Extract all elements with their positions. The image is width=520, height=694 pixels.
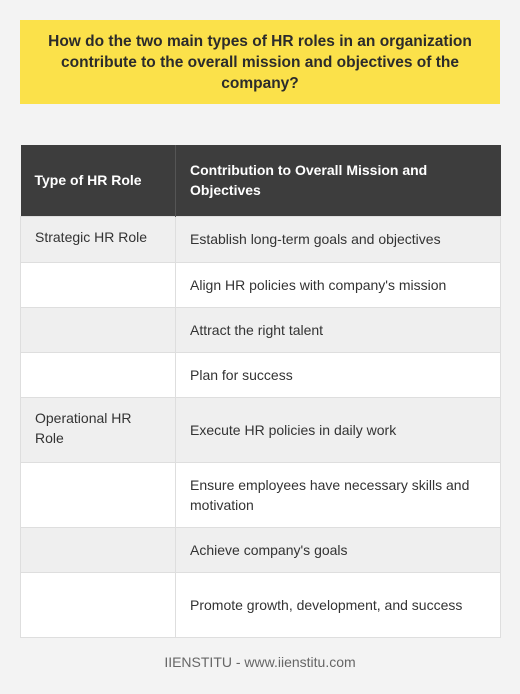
hr-roles-table bbox=[20, 145, 501, 638]
contribution-cell: Align HR policies with company's mission bbox=[176, 262, 501, 307]
question-banner bbox=[20, 20, 500, 104]
question-text: How do the two main types of HR roles in an organization contribute to the overall mission and objectives of the company? bbox=[48, 32, 472, 92]
table-header-row bbox=[21, 145, 501, 216]
header-role-type: Type of HR Role bbox=[21, 145, 176, 216]
role-cell bbox=[21, 307, 176, 352]
contribution-cell: Ensure employees have necessary skills and motivation bbox=[176, 462, 501, 527]
role-cell bbox=[21, 462, 176, 527]
contribution-cell: Execute HR policies in daily work bbox=[176, 397, 501, 462]
role-cell: Strategic HR Role bbox=[21, 216, 176, 262]
contribution-cell: Attract the right talent bbox=[176, 307, 501, 352]
table-row bbox=[21, 262, 501, 307]
footer-credit: IIENSTITU - www.iienstitu.com bbox=[164, 654, 356, 670]
table-row bbox=[21, 397, 501, 462]
table-row bbox=[21, 216, 501, 262]
role-cell bbox=[21, 262, 176, 307]
contribution-cell: Establish long-term goals and objectives bbox=[176, 216, 501, 262]
role-cell bbox=[21, 527, 176, 572]
table-row bbox=[21, 572, 501, 637]
contribution-cell: Promote growth, development, and success bbox=[176, 572, 501, 637]
contribution-cell: Achieve company's goals bbox=[176, 527, 501, 572]
role-cell bbox=[21, 572, 176, 637]
table-row bbox=[21, 527, 501, 572]
table-row bbox=[21, 462, 501, 527]
role-cell: Operational HR Role bbox=[21, 397, 176, 462]
table-row bbox=[21, 352, 501, 397]
header-contribution: Contribution to Overall Mission and Objectives bbox=[176, 145, 501, 216]
role-cell bbox=[21, 352, 176, 397]
table-row bbox=[21, 307, 501, 352]
contribution-cell: Plan for success bbox=[176, 352, 501, 397]
